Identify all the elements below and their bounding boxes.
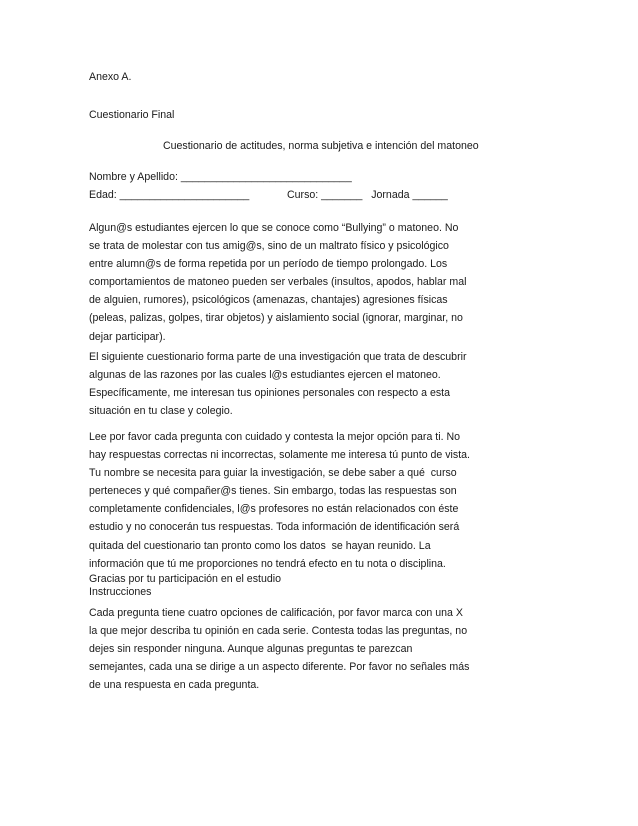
intro-line: comportamientos de matoneo pueden ser verbales (insultos, apodos, hablar mal: [89, 276, 467, 289]
thanks-line: Gracias por tu participación en el estudio: [89, 572, 281, 585]
intro-line: se trata de molestar con tus amig@s, sino de un maltrato físico y psicológico: [89, 240, 449, 253]
intro-line: Algun@s estudiantes ejercen lo que se conoce como “Bullying” o matoneo. No: [89, 222, 459, 234]
rating-line: Cada pregunta tiene cuatro opciones de calificación, por favor marca con una X: [89, 607, 463, 619]
rating-paragraph: [89, 604, 559, 694]
instructions-line: hay respuestas correctas ni incorrectas, solamente me interesa tú punto de vista.: [89, 449, 470, 462]
instructions-line: completamente confidenciales, l@s profesores no están relacionados con éste: [89, 503, 459, 516]
name-field: Nombre y Apellido: _____________________________: [89, 171, 352, 183]
intro-line: entre alumn@s de forma repetida por un período de tiempo prolongado. Los: [89, 258, 448, 271]
instructions-line: Lee por favor cada pregunta con cuidado y contesta la mejor opción para ti. No: [89, 431, 461, 443]
instructions-line: perteneces y qué compañer@s tienes. Sin embargo, todas las respuestas son: [89, 485, 457, 498]
instructions-heading: Instrucciones: [89, 585, 152, 598]
rating-line: dejes sin responder ninguna. Aunque algunas preguntas te parezcan: [89, 643, 413, 656]
course-field: Curso: _______ Jornada ______: [287, 189, 448, 201]
intro-paragraph: [89, 219, 559, 346]
questionnaire-title: Cuestionario de actitudes, norma subjetiva e intención del matoneo: [163, 140, 479, 152]
instructions-paragraph: [89, 428, 559, 599]
age-field: Edad: ______________________: [89, 189, 250, 201]
intro-line: de alguien, rumores), psicológicos (amenazas, chantajes) agresiones físicas: [89, 294, 448, 307]
rating-line: semejantes, cada una se dirige a un aspecto diferente. Por favor no señales más: [89, 661, 470, 674]
annex-title: Anexo A.: [89, 71, 132, 83]
purpose-line: algunas de las razones por las cuales l@s estudiantes ejercen el matoneo.: [89, 369, 441, 382]
rating-line: de una respuesta en cada pregunta.: [89, 679, 260, 692]
purpose-paragraph: [89, 348, 559, 420]
purpose-line: situación en tu clase y colegio.: [89, 405, 233, 418]
rating-line: la que mejor describa tu opinión en cada serie. Contesta todas las preguntas, no: [89, 625, 468, 638]
intro-line: dejar participar).: [89, 330, 166, 343]
instructions-line: Tu nombre se necesita para guiar la investigación, se debe saber a qué curso: [89, 467, 457, 480]
questionnaire-label: Cuestionario Final: [89, 109, 175, 121]
purpose-line: El siguiente cuestionario forma parte de una investigación que trata de descubrir: [89, 351, 467, 363]
instructions-line: estudio y no conocerán tus respuestas. Toda información de identificación será: [89, 521, 460, 534]
purpose-line: Específicamente, me interesan tus opiniones personales con respecto a esta: [89, 387, 450, 400]
instructions-line: quitada del cuestionario tan pronto como los datos se hayan reunido. La: [89, 539, 431, 552]
intro-line: (peleas, palizas, golpes, tirar objetos) y aislamiento social (ignorar, marginar, no: [89, 312, 463, 325]
instructions-line: información que tú me proporciones no tendrá efecto en tu nota o disciplina.: [89, 557, 446, 570]
